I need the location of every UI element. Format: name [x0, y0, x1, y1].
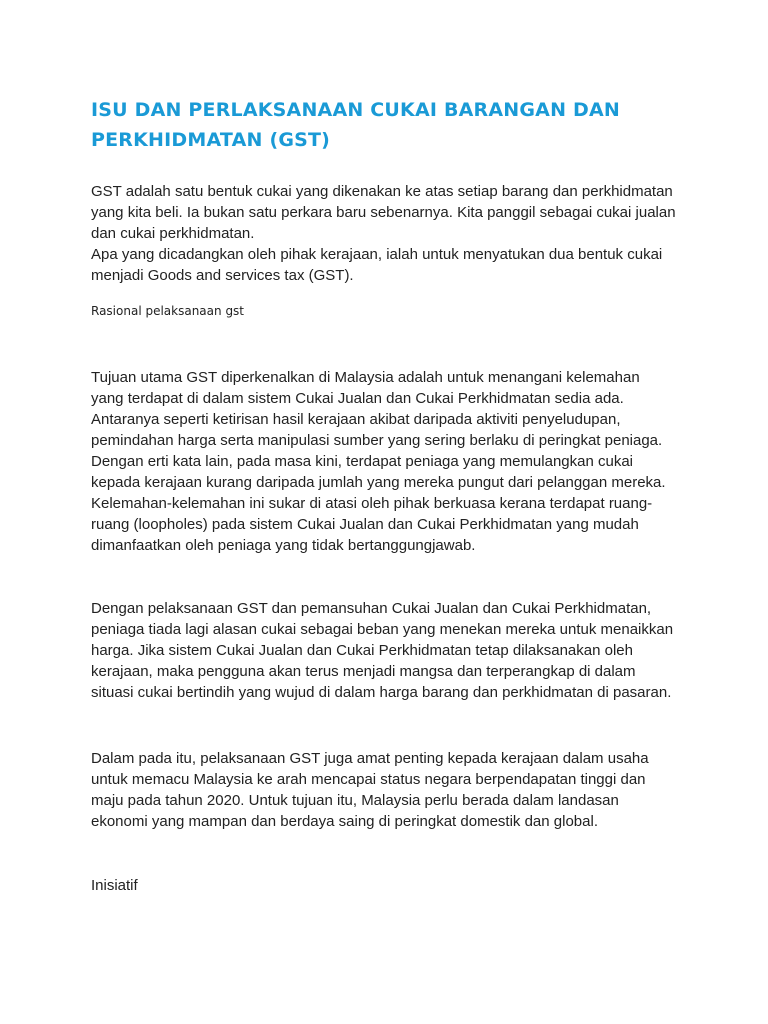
rationale-paragraph-3	[91, 748, 691, 832]
intro-line: dan cukai perkhidmatan.	[91, 225, 255, 242]
document-title-line-1: ISU DAN PERLAKSANAAN CUKAI BARANGAN DAN	[91, 99, 620, 121]
intro-line: menjadi Goods and services tax (GST).	[91, 267, 354, 284]
paragraph-line: ekonomi yang mampan dan berdaya saing di peringkat domestik dan global.	[91, 813, 598, 830]
paragraph-line: Dengan erti kata lain, pada masa kini, terdapat peniaga yang memulangkan cukai	[91, 453, 634, 470]
intro-line: GST adalah satu bentuk cukai yang dikenakan ke atas setiap barang dan perkhidmatan	[91, 183, 673, 200]
paragraph-line: ruang (loopholes) pada sistem Cukai Jualan dan Cukai Perkhidmatan yang mudah	[91, 516, 639, 533]
intro-paragraph	[91, 181, 691, 286]
paragraph-line: untuk memacu Malaysia ke arah mencapai status negara berpendapatan tinggi dan	[91, 771, 646, 788]
paragraph-line: situasi cukai bertindih yang wujud di dalam harga barang dan perkhidmatan di pasaran.	[91, 684, 672, 701]
paragraph-line: yang terdapat di dalam sistem Cukai Jualan dan Cukai Perkhidmatan sedia ada.	[91, 390, 624, 407]
rationale-paragraph-2	[91, 598, 691, 703]
paragraph-line: maju pada tahun 2020. Untuk tujuan itu, Malaysia perlu berada dalam landasan	[91, 792, 619, 809]
paragraph-line: Tujuan utama GST diperkenalkan di Malaysia adalah untuk menangani kelemahan	[91, 369, 640, 386]
section-label-inisiatif: Inisiatif	[91, 877, 138, 894]
document-title	[91, 95, 691, 155]
intro-line: yang kita beli. Ia bukan satu perkara baru sebenarnya. Kita panggil sebagai cukai jualan	[91, 204, 676, 221]
paragraph-line: kerajaan, maka pengguna akan terus menjadi mangsa dan terperangkap di dalam	[91, 663, 636, 680]
section-subheading: Rasional pelaksanaan gst	[91, 304, 245, 318]
intro-line: Apa yang dicadangkan oleh pihak kerajaan, ialah untuk menyatukan dua bentuk cukai	[91, 246, 663, 263]
paragraph-line: Kelemahan-kelemahan ini sukar di atasi oleh pihak berkuasa kerana terdapat ruang-	[91, 495, 653, 512]
paragraph-line: harga. Jika sistem Cukai Jualan dan Cukai Perkhidmatan tetap dilaksanakan oleh	[91, 642, 633, 659]
paragraph-line: peniaga tiada lagi alasan cukai sebagai beban yang menekan mereka untuk menaikkan	[91, 621, 674, 638]
paragraph-line: Dengan pelaksanaan GST dan pemansuhan Cukai Jualan dan Cukai Perkhidmatan,	[91, 600, 652, 617]
rationale-paragraph-1	[91, 367, 691, 556]
paragraph-line: kepada kerajaan kurang daripada jumlah yang mereka pungut dari pelanggan mereka.	[91, 474, 666, 491]
document-title-line-2: PERKHIDMATAN (GST)	[91, 129, 331, 151]
paragraph-line: Antaranya seperti ketirisan hasil kerajaan akibat daripada aktiviti penyeludupan,	[91, 411, 621, 428]
paragraph-line: pemindahan harga serta manipulasi sumber yang sering berlaku di peringkat peniaga.	[91, 432, 663, 449]
paragraph-line: dimanfaatkan oleh peniaga yang tidak bertanggungjawab.	[91, 537, 476, 554]
paragraph-line: Dalam pada itu, pelaksanaan GST juga amat penting kepada kerajaan dalam usaha	[91, 750, 649, 767]
